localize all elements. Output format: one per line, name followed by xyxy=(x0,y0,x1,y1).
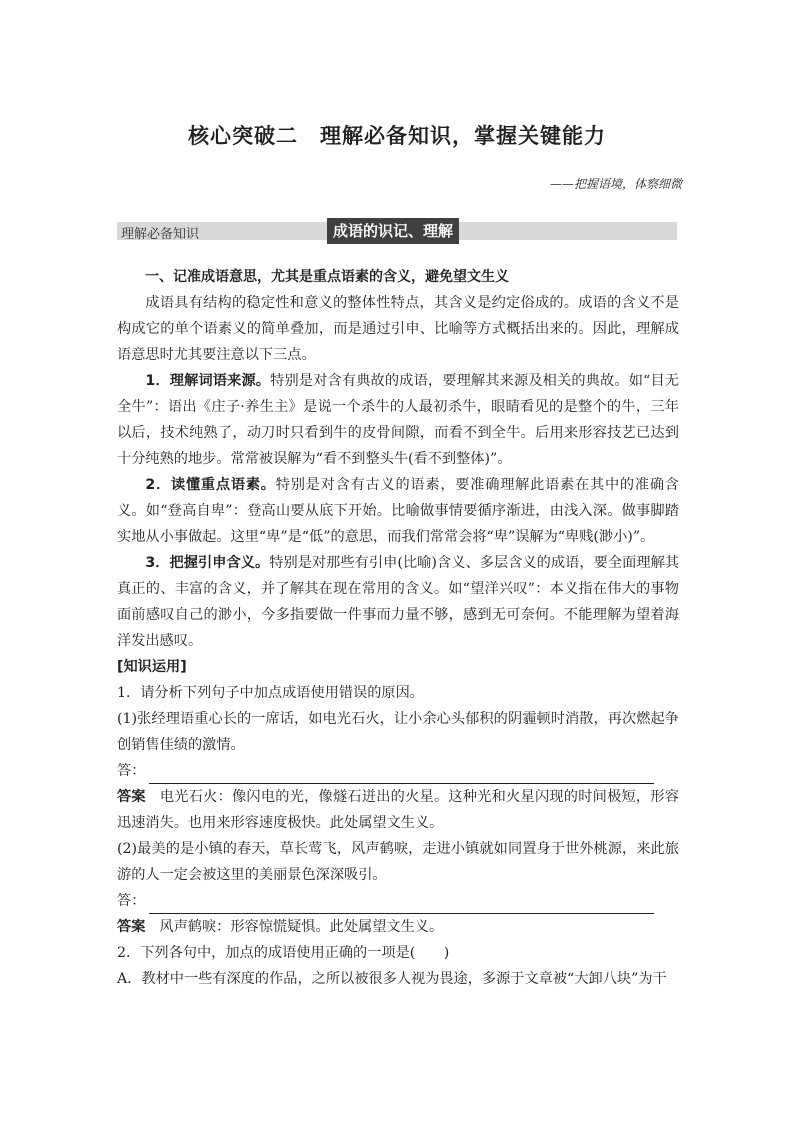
point-2 xyxy=(117,472,679,550)
q2-prompt: 2．下列各句中，加点的成语使用正确的一项是( ) xyxy=(117,945,450,961)
point-3-head: 3．把握引申含义。 xyxy=(145,555,270,571)
section-heading: 一、记准成语意思，尤其是重点语素的含义，避免望文生义 xyxy=(145,269,509,285)
q1-item-1-answer xyxy=(117,784,679,836)
point-3-text: 特别是对那些有引申(比喻)含义、多层含义的成语，要全面理解其真正的、丰富的含义，并了解其在现在常用的含义。如“望洋兴叹”：本义指在伟大的事物面前感叹自己的渺小，今多指要做一件事而力量不够，感到无可奈何。不能理解为望着海洋发出感叹。 xyxy=(117,555,679,649)
q2-option-a: A．教材中一些有深度的作品，之所以被很多人视为畏途，多源于文章被“大卸八块”为干 xyxy=(117,971,667,987)
answer-text: 风声鹤唳：形容惊慌疑惧。此处属望文生义。 xyxy=(159,919,444,935)
answer-blank-line[interactable] xyxy=(149,768,654,784)
section-banner xyxy=(117,222,677,240)
point-2-text: 特别是对含有古义的语素，要准确理解此语素在其中的准确含义。如“登高自卑”：登高山要从底下开始。比喻做事情要循序渐进，由浅入深。做事脚踏实地从小事做起。这里“卑”是“低”的意思，而我们常常会将“卑”误解为“卑贱(渺小)”。 xyxy=(117,477,679,545)
answer-prefix: 答： xyxy=(117,763,146,779)
q1-prompt: 1．请分析下列句子中加点成语使用错误的原因。 xyxy=(117,685,424,701)
point-3 xyxy=(117,550,679,654)
q1-item-1-answer-field[interactable] xyxy=(117,758,679,784)
page-title: 核心突破二 理解必备知识，掌握关键能力 xyxy=(188,124,606,148)
answer-prefix: 答： xyxy=(117,893,146,909)
answer-label: 答案 xyxy=(117,919,146,935)
q1-item-2-sentence: (2)最美的是小镇的春天，草长莺飞，风声鹤唳，走进小镇就如同置身于世外桃源，来此旅游的人一定会被这里的美丽景色深深吸引。 xyxy=(117,841,679,883)
banner-left-label: 理解必备知识 xyxy=(121,227,200,242)
practice-label: [知识运用] xyxy=(117,659,187,675)
point-1-text: 特别是对含有典故的成语，要理解其来源及相关的典故。如“目无全牛”：语出《庄子·养生主》是说一个杀牛的人最初杀牛，眼睛看见的是整个的牛，三年以后，技术纯熟了，动刀时只看到牛的皮骨间隙，而看不到全牛。后用来形容技艺已达到十分纯熟的地步。常常被误解为“看不到整头牛(看不到整体)”。 xyxy=(117,373,679,467)
intro-paragraph: 成语具有结构的稳定性和意义的整体性特点，其含义是约定俗成的。成语的含义不是构成它的单个语素义的简单叠加，而是通过引申、比喻等方式概括出来的。因此，理解成语意思时尤其要注意以下三点。 xyxy=(117,295,679,363)
point-1 xyxy=(117,368,679,472)
page-subtitle: ——把握语境，体察细微 xyxy=(549,177,682,191)
q1-item-1-sentence: (1)张经理语重心长的一席话，如电光石火，让小余心头郁积的阴霾顿时消散，再次燃起争创销售佳绩的激情。 xyxy=(117,711,679,753)
point-1-head: 1．理解词语来源。 xyxy=(145,373,271,389)
document-body xyxy=(117,262,679,992)
q1-item-2-answer xyxy=(117,914,679,940)
answer-label: 答案 xyxy=(117,789,146,805)
answer-blank-line[interactable] xyxy=(149,898,654,914)
point-2-head: 2．读懂重点语素。 xyxy=(145,477,276,493)
banner-tab-label: 成语的识记、理解 xyxy=(327,218,459,244)
answer-text: 电光石火：像闪电的光，像燧石迸出的火星。这种光和火星闪现的时间极短，形容迅速消失。也用来形容速度极快。此处属望文生义。 xyxy=(117,789,679,831)
q1-item-2-answer-field[interactable] xyxy=(117,888,679,914)
